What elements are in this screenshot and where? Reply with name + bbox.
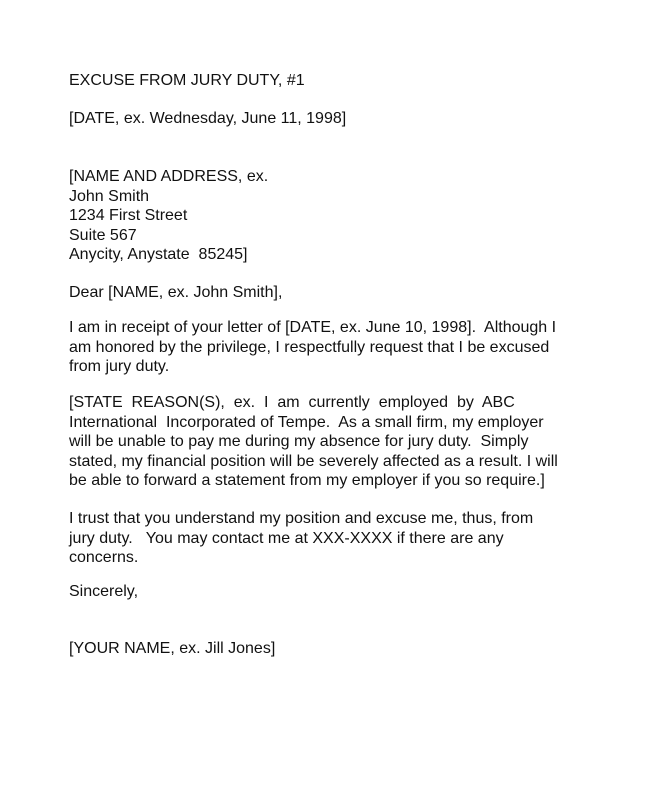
paragraph-reasons xyxy=(69,393,576,491)
paragraph-line: [STATE REASON(S), ex. I am currently employed by ABC xyxy=(69,394,515,411)
address-line: [NAME AND ADDRESS, ex. xyxy=(69,168,269,185)
address-line: John Smith xyxy=(69,187,150,205)
address-line: Suite 567 xyxy=(69,226,137,244)
paragraph-line: I am in receipt of your letter of [DATE, ex. June 10, 1998]. Although I xyxy=(69,319,557,336)
letter-date xyxy=(69,109,576,129)
paragraph-line: International Incorporated of Tempe. As a small firm, my employer xyxy=(69,413,544,431)
salutation-text: Dear [NAME, ex. John Smith], xyxy=(69,284,283,301)
address-line: Anycity, Anystate 85245] xyxy=(69,246,248,263)
paragraph-line: stated, my financial position will be severely affected as a result. I will xyxy=(69,452,558,470)
salutation xyxy=(69,283,576,303)
paragraph-line: I trust that you understand my position and excuse me, thus, from xyxy=(69,510,534,527)
paragraph-closing-request xyxy=(69,509,576,568)
paragraph-line: be able to forward a statement from my employer if you so require.] xyxy=(69,472,545,489)
address-line: 1234 First Street xyxy=(69,207,188,224)
recipient-address xyxy=(69,167,576,265)
paragraph-line: concerns. xyxy=(69,549,139,566)
closing-text: Sincerely, xyxy=(69,583,139,600)
paragraph-line: will be unable to pay me during my absence for jury duty. Simply xyxy=(69,433,529,450)
signature-text: [YOUR NAME, ex. Jill Jones] xyxy=(69,640,276,657)
signature-name xyxy=(69,639,576,659)
closing xyxy=(69,582,576,602)
date-text: [DATE, ex. Wednesday, June 11, 1998] xyxy=(69,110,347,127)
paragraph-line: am honored by the privilege, I respectfully request that I be excused xyxy=(69,338,550,356)
title-text: EXCUSE FROM JURY DUTY, #1 xyxy=(69,72,305,89)
paragraph-receipt xyxy=(69,318,576,377)
paragraph-line: jury duty. You may contact me at XXX-XXXX if there are any xyxy=(69,529,504,547)
letter-title xyxy=(69,71,576,91)
paragraph-line: from jury duty. xyxy=(69,358,170,375)
